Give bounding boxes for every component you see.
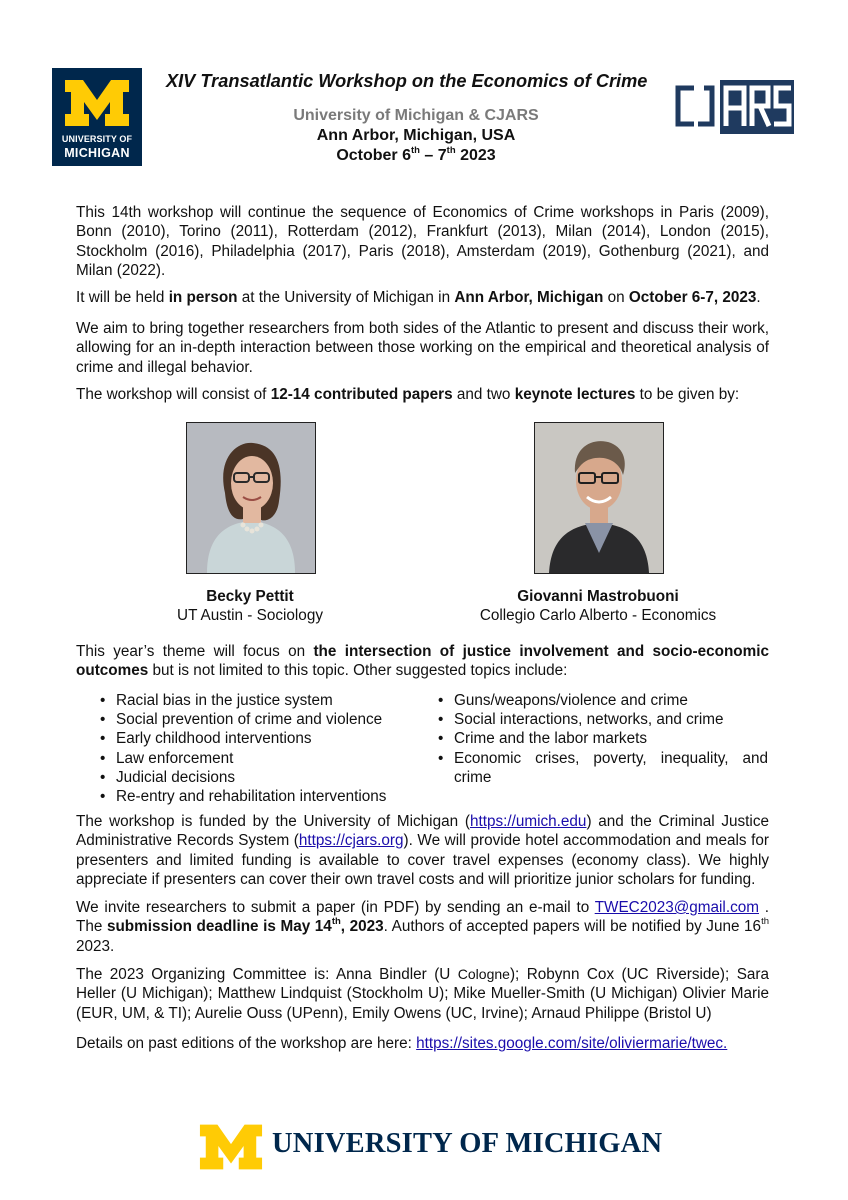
cjars-link[interactable]: https://cjars.org bbox=[298, 832, 404, 850]
cjars-logo bbox=[670, 78, 796, 136]
workshop-title: XIV Transatlantic Workshop on the Economics of Crime bbox=[166, 71, 648, 91]
list-item: • Early childhood interventions bbox=[100, 729, 420, 748]
list-item: • Racial bias in the justice system bbox=[100, 691, 420, 710]
list-item: • Social prevention of crime and violence bbox=[100, 710, 420, 729]
logo-line-2: MICHIGAN bbox=[64, 146, 130, 160]
event-dates: October 6th – 7th 2023 bbox=[336, 144, 496, 164]
funding-paragraph: The workshop is funded by the University of Michigan (https://umich.edu) and the Criminal Justice Administrative Records System (https://cjars.org). We will provide hotel accommodation and meals for presenters and limited funding is available to cover travel expenses (economy class). We highly appreciate if presenters can cover their own travel costs and will prioritize junior scholars for funding. bbox=[76, 813, 769, 889]
list-item: • Law enforcement bbox=[100, 749, 420, 768]
speaker-photo-becky-pettit bbox=[186, 422, 316, 574]
organizers: University of Michigan & CJARS bbox=[293, 107, 539, 124]
footer-wordmark: UNIVERSITY OF MICHIGAN bbox=[272, 1128, 663, 1159]
past-editions-link[interactable]: https://sites.google.com/site/oliviermarie/twec. bbox=[416, 1035, 728, 1052]
details-paragraph: Details on past editions of the workshop are here: https://sites.google.com/site/oliviermarie/twec. bbox=[76, 1035, 728, 1052]
block-m-icon bbox=[63, 78, 131, 128]
aim-paragraph: We aim to bring together researchers from both sides of the Atlantic to present and discuss their work, allowing for an in-depth interaction between those working on the empirical and theoretical analysis of crime and illegal behavior. bbox=[76, 320, 769, 376]
svg-text:CJARS: CJARS bbox=[670, 78, 674, 79]
list-item: • Re-entry and rehabilitation interventions bbox=[100, 787, 420, 806]
speaker-photo-giovanni-mastrobuoni bbox=[534, 422, 664, 574]
topics-list-right bbox=[438, 691, 768, 787]
speaker-name-1: Becky Pettit bbox=[206, 588, 294, 605]
held-paragraph: It will be held in person at the University of Michigan in Ann Arbor, Michigan on October 6-7, 2023. bbox=[76, 289, 761, 306]
footer-block-m-icon bbox=[198, 1122, 264, 1172]
list-item: • Social interactions, networks, and crime bbox=[438, 710, 768, 729]
committee-paragraph: The 2023 Organizing Committee is: Anna Bindler (U Cologne); Robynn Cox (UC Riverside); Sara Heller (U Michigan); Matthew Lindquist (Stockholm U); Mike Mueller-Smith (U Michigan) Olivier Marie (EUR, UM, & TI); Aurelie Ouss (UPenn), Emily Owens (UC, Irvine); Arnaud Philippe (Bristol U) bbox=[76, 966, 770, 1022]
speaker-name-2: Giovanni Mastrobuoni bbox=[517, 588, 679, 605]
list-item: • Guns/weapons/violence and crime bbox=[438, 691, 768, 710]
speaker-affiliation-2: Collegio Carlo Alberto - Economics bbox=[479, 607, 717, 624]
umich-link[interactable]: https://umich.edu bbox=[469, 813, 587, 830]
email-link[interactable]: TWEC2023@gmail.com bbox=[594, 899, 759, 916]
theme-paragraph: This year’s theme will focus on the intersection of justice involvement and socio-economic outcomes but is not limited to this topic. Other suggested topics include: bbox=[76, 643, 769, 680]
list-item: • Judicial decisions bbox=[100, 768, 420, 787]
submission-paragraph: We invite researchers to submit a paper (in PDF) by sending an e-mail to TWEC2023@gmail.com . The submission deadline is May 14th, 2023. Authors of accepted papers will be notified by June 16th 2023. bbox=[76, 899, 769, 955]
topics-list-left bbox=[100, 691, 420, 806]
speaker-affiliation-1: UT Austin - Sociology bbox=[177, 607, 323, 624]
logo-line-1: UNIVERSITY OF bbox=[61, 134, 133, 144]
university-of-michigan-logo bbox=[52, 68, 142, 166]
consist-paragraph: The workshop will consist of 12-14 contributed papers and two keynote lectures to be given by: bbox=[76, 386, 740, 403]
location: Ann Arbor, Michigan, USA bbox=[316, 127, 516, 144]
list-item: • Crime and the labor markets bbox=[438, 729, 768, 748]
list-item: • Economic crises, poverty, inequality, and crime bbox=[438, 749, 768, 787]
intro-paragraph: This 14th workshop will continue the sequence of Economics of Crime workshops in Paris (2009), Bonn (2010), Torino (2011), Rotterdam (2012), Frankfurt (2013), Milan (2014), London (2015), Stockholm (2016), Philadelphia (2017), Paris (2018), Amsterdam (2019), Gothenburg (2021), and Milan (2022). bbox=[76, 204, 769, 280]
